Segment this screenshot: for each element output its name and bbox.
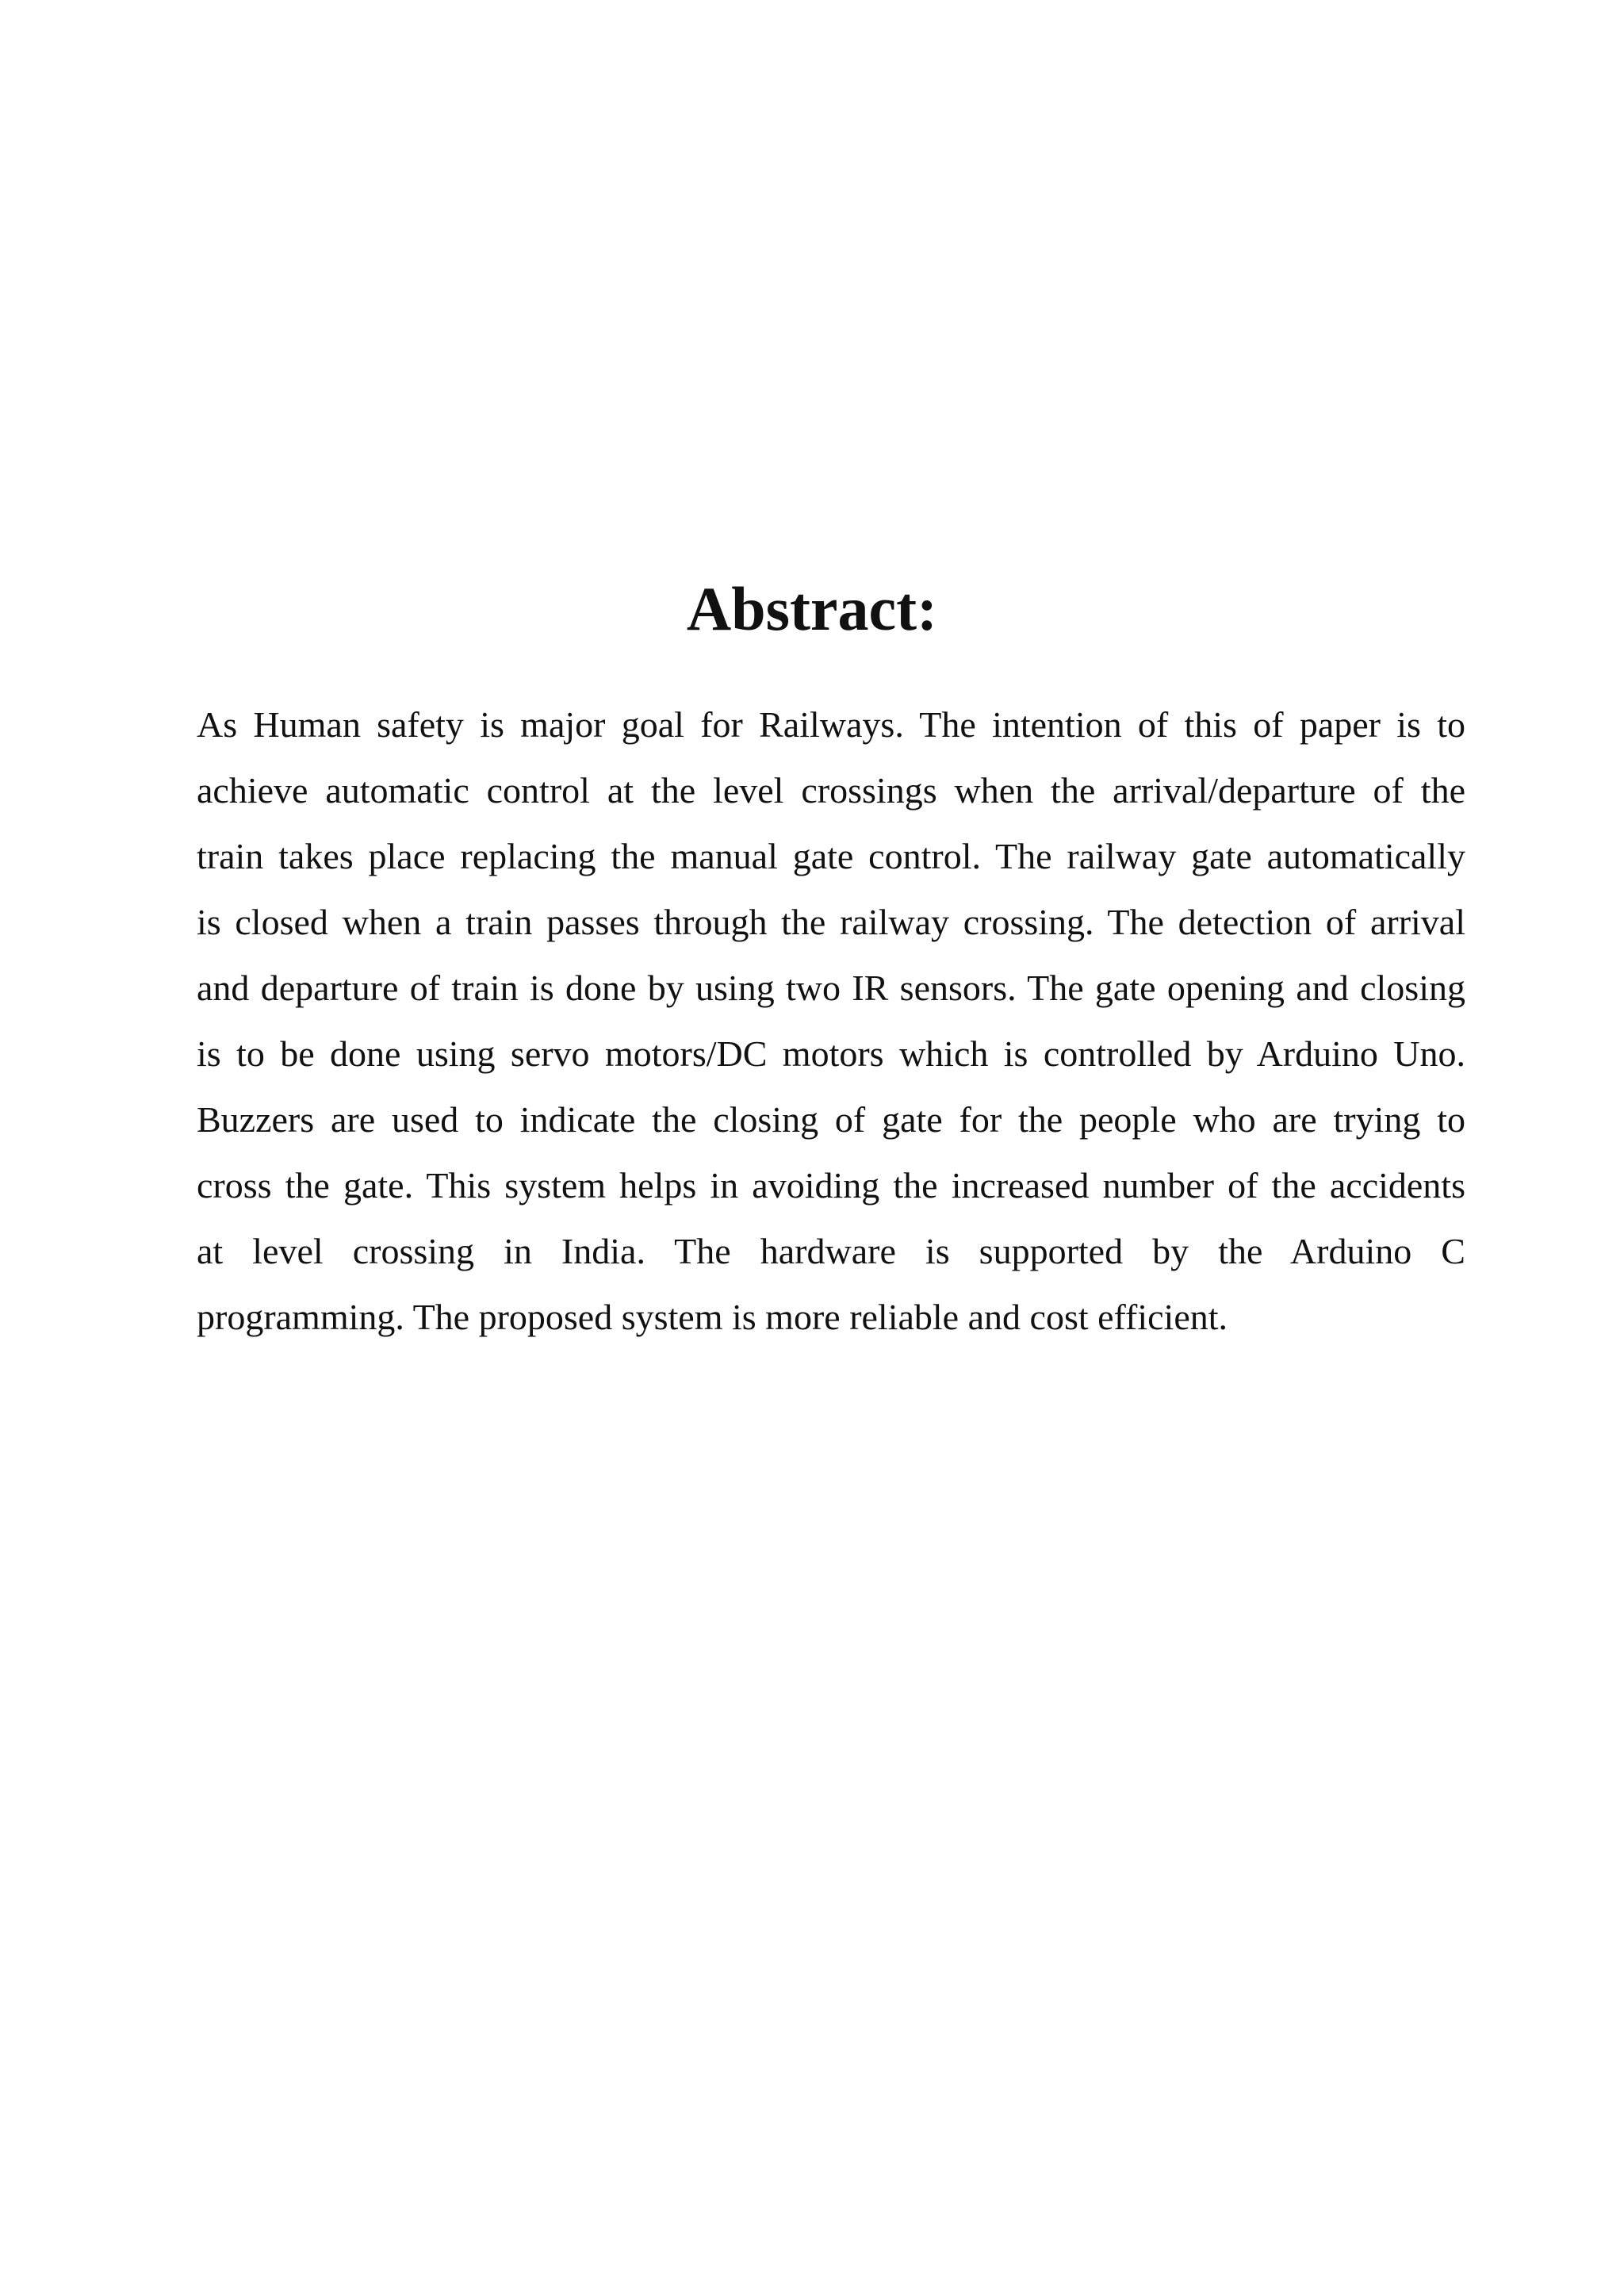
paragraph-line: achieve automatic control at the level crossings when the arrival/departure of the [197, 770, 1465, 811]
paragraph-line: Buzzers are used to indicate the closing of gate for the people who are trying to [197, 1099, 1465, 1140]
paragraph-line: train takes place replacing the manual gate control. The railway gate automatically [197, 836, 1465, 876]
paragraph-line: cross the gate. This system helps in avoiding the increased number of the accidents [197, 1165, 1465, 1205]
paragraph-line: and departure of train is done by using two IR sensors. The gate opening and closing [197, 968, 1465, 1008]
paragraph-line: is closed when a train passes through the railway crossing. The detection of arrival [197, 902, 1465, 942]
paragraph-line: As Human safety is major goal for Railways. The intention of this of paper is to [197, 704, 1465, 745]
paragraph-line: at level crossing in India. The hardware is supported by the Arduino C [197, 1231, 1465, 1271]
paragraph-line: programming. The proposed system is more reliable and cost efficient. [197, 1297, 1228, 1337]
paragraph-line: is to be done using servo motors/DC motors which is controlled by Arduino Uno. [197, 1033, 1465, 1074]
abstract-heading: Abstract: [686, 574, 938, 643]
abstract-paragraph [197, 692, 1465, 1350]
